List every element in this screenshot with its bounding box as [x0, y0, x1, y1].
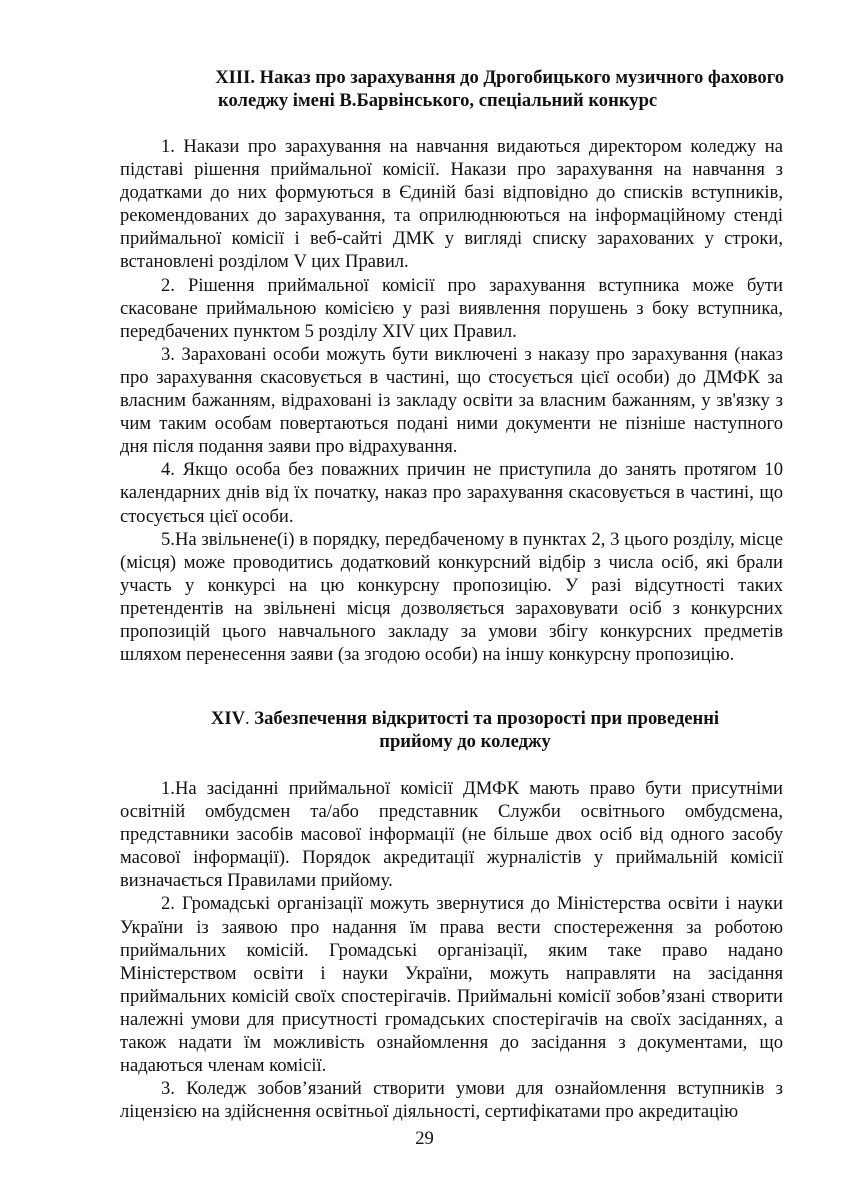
section-13-paragraph-3: 3. Зараховані особи можуть бути виключені з наказу про зарахування (наказ про зарахування скасовується в частині, що стосується цієї особи) до ДМФК за власним бажанням, відраховані із закладу освіти за власним бажанням, у зв'язку з чим таким особам повертаються подані ними документи не пізніше наступного дня після подання заяви про відрахування.	[120, 343, 783, 458]
section-14-paragraph-2: 2. Громадські організації можуть звернутися до Міністерства освіти і науки України із заявою про надання їм права вести спостереження за роботою приймальних комісій. Громадські організації, яким таке право надано Міністерством освіти і науки України, можуть направляти на засідання приймальних комісій своїх спостерігачів. Приймальні комісії зобов’язані створити належні умови для присутності громадських спостерігачів на своїх засіданнях, а також надати їм можливість ознайомлення до засідання з документами, що надаються членам комісії.	[120, 893, 783, 1077]
section-14-dot: .	[245, 708, 250, 729]
section-13-heading-line1: XIII. Наказ про зарахування до Дрогобицького музичного фахового	[215, 67, 784, 88]
page-number: 29	[415, 1128, 434, 1149]
section-14-paragraph-1: 1.На засіданні приймальної комісії ДМФК мають право бути присутніми освітній омбудсмен та/або представник Служби освітнього омбудсмена, представники засобів масової інформації (не більше двох осіб від одного засобу масової інформації). Порядок акредитації журналістів у приймальній комісії визначається Правилами прийому.	[120, 778, 783, 892]
section-13-body	[120, 135, 783, 666]
section-13-heading-line2: коледжу імені В.Барвінського, спеціальний конкурс	[218, 90, 658, 111]
section-14-heading-line2: прийому до коледжу	[379, 731, 551, 752]
section-14-body	[120, 777, 783, 1123]
section-13-paragraph-5: 5.На звільнене(і) в порядку, передбаченому в пунктах 2, 3 цього розділу, місце (місця) може проводитись додатковий конкурсний відбір з числа осіб, які брали участь у конкурсі на цю конкурсну пропозицію. У разі відсутності таких претендентів на звільнені місця дозволяється зараховувати осіб з конкурсних пропозицій цього навчального закладу за умови збігу конкурсних предметів шляхом перенесення заяви (за згодою особи) на іншу конкурсну пропозицію.	[120, 528, 783, 666]
section-14-heading	[120, 707, 810, 753]
section-13-heading	[120, 66, 800, 112]
section-13-paragraph-4: 4. Якщо особа без поважних причин не приступила до занять протягом 10 календарних днів від їх початку, наказ про зарахування скасовується в частині, що стосується цієї особи.	[120, 459, 783, 527]
section-14-title: Забезпечення відкритості та прозорості при проведенні	[249, 708, 720, 729]
section-14-paragraph-3: 3. Коледж зобов’язаний створити умови для ознайомлення вступників з ліцензією на здійснення освітньої діяльності, сертифікатами про акредитацію	[120, 1078, 783, 1123]
section-14-number: XIV	[210, 708, 245, 729]
section-13-paragraph-2: 2. Рішення приймальної комісії про зарахування вступника може бути скасоване приймальною комісією у разі виявлення порушень з боку вступника, передбачених пунктом 5 розділу XIV цих Правил.	[120, 274, 783, 342]
section-13-paragraph-1: 1. Накази про зарахування на навчання видаються директором коледжу на підставі рішення приймальної комісії. Накази про зарахування на навчання з додатками до них формуються в Єдиній базі відповідно до списків вступників, рекомендованих до зарахування, та оприлюднюються на інформаційному стенді приймальної комісії і веб-сайті ДМК у вигляді списку зарахованих у строки, встановлені розділом V цих Правил.	[120, 136, 783, 273]
section-14-heading-line1	[120, 707, 810, 730]
